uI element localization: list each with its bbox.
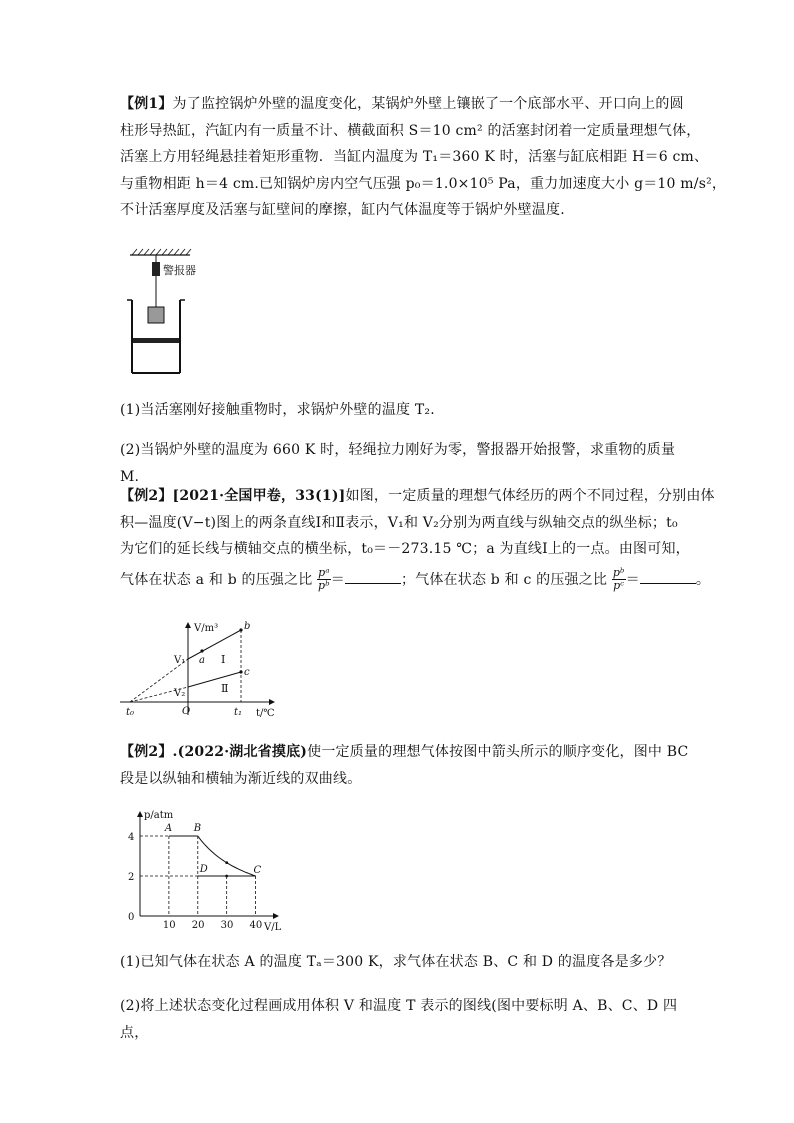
point-a-label: A <box>164 823 173 834</box>
example2a-line-1: 如图，一定质量的理想气体经历的两个不同过程，分别由体 <box>345 488 715 504</box>
v-axis-label: V/L <box>264 922 282 933</box>
example2b-text <box>120 739 690 792</box>
example1-label: 【例1】 <box>120 96 173 112</box>
y-tick-label-0: 0 <box>128 912 135 923</box>
line2 <box>188 672 241 687</box>
example2a-source: [2021·全国甲卷，33(1)] <box>172 488 346 504</box>
example2a-line-4c: ；气体在状态 b 和 c 的压强之比 <box>400 571 608 588</box>
v2-label: V₂ <box>174 688 186 699</box>
t1-label: t₁ <box>234 707 243 718</box>
answer-blank-2[interactable] <box>640 571 696 584</box>
example2a-line-4d: ＝ <box>625 571 640 588</box>
bc-arrow <box>225 861 228 864</box>
point-c-marker <box>239 670 242 673</box>
ratio-a-b-den: pᵇ <box>318 579 330 592</box>
v1-label: V₁ <box>174 655 186 666</box>
x-tick-label-20: 20 <box>191 920 205 931</box>
ratio-a-b-num: pᵃ <box>318 566 330 579</box>
answer-blank-1[interactable] <box>345 571 401 584</box>
point-b-label: B <box>193 823 202 834</box>
point-b-label: b <box>244 621 251 632</box>
ratio-b-c-den: pᶜ <box>613 579 625 592</box>
example2b-line-2: 段是以纵轴和横轴为渐近线的双曲线。 <box>120 770 362 787</box>
example2a-line-4b: ＝ <box>330 571 345 588</box>
example1-line-3: 活塞上方用轻绳悬挂着矩形重物．当缸内温度为 T₁＝360 K 时，活塞与缸底相距 H＝6 cm、 <box>120 149 709 165</box>
y-tick-label-4: 4 <box>128 832 135 843</box>
example2b-q2: (2)将上述状态变化过程画成用体积 V 和温度 T 表示的图线(图中要标明 A、B、C、D 四点， <box>120 998 678 1041</box>
example1-q2: (2)当锅炉外壁的温度为 660 K 时，轻绳拉力刚好为零，警报器开始报警，求重物的质量 M. <box>120 442 676 485</box>
example2b-label: 【例2】. <box>120 744 178 760</box>
example2b-q1: (1)已知气体在状态 A 的温度 Tₐ＝300 K，求气体在状态 B、C 和 D 的温度各是多少？ <box>120 954 672 970</box>
x-tick-label-10: 10 <box>162 920 176 931</box>
example2a-text <box>120 483 715 593</box>
line2-label: Ⅱ <box>221 682 229 695</box>
example1-text <box>120 91 727 224</box>
t0-label: t₀ <box>126 707 135 718</box>
point-c-label: c <box>244 667 250 678</box>
x-tick-label-30: 30 <box>220 920 234 931</box>
example1-line-2: 柱形导热缸，汽缸内有一质量不计、横截面积 S＝10 cm² 的活塞封闭着一定质量理想气体， <box>120 122 701 139</box>
point-c-label: C <box>253 865 262 876</box>
v-axis-label: V/m³ <box>194 623 219 634</box>
example1-line-5: 不计活塞厚度及活塞与缸壁间的摩擦，缸内气体温度等于锅炉外壁温度. <box>120 202 565 218</box>
pv-chart <box>116 806 286 936</box>
example1-line-1: 为了监控锅炉外壁的温度变化，某锅炉外壁上镶嵌了一个底部水平、开口向上的圆 <box>172 96 684 112</box>
alarm-label: 警报器 <box>163 264 196 277</box>
cylinder-figure <box>118 245 228 380</box>
piston <box>133 338 179 343</box>
example2b-source: (2022·湖北省摸底) <box>177 744 308 760</box>
cd-arrow <box>225 875 228 878</box>
t-axis-label: t/℃ <box>256 708 275 719</box>
example2a-line-4e: 。 <box>695 571 711 588</box>
line1 <box>188 630 241 659</box>
ratio-b-c <box>612 567 626 592</box>
example1-q1: (1)当活塞刚好接触重物时，求锅炉外壁的温度 T₂. <box>120 402 435 418</box>
p-axis-label: p/atm <box>144 810 174 821</box>
example1-line-4: 与重物相距 h＝4 cm.已知锅炉房内空气压强 p₀＝1.0×10⁵ Pa，重力加速度大小 g＝10 m/s²， <box>120 175 727 192</box>
example2a-line-4a: 气体在状态 a 和 b 的压强之比 <box>120 571 313 588</box>
point-a-marker <box>200 649 203 652</box>
ratio-b-c-num: pᵇ <box>612 566 625 579</box>
point-b-marker <box>239 628 242 631</box>
example2a-line-3: 为它们的延长线与横轴交点的横坐标，t₀＝－273.15 ℃；a 为直线Ⅰ上的一点。由图可知， <box>120 541 690 557</box>
ratio-a-b <box>317 567 331 592</box>
line1-label: Ⅰ <box>221 653 226 666</box>
weight-block <box>148 307 164 323</box>
point-a-label: a <box>199 655 205 666</box>
point-d-label: D <box>199 864 208 875</box>
x-tick-label-40: 40 <box>249 920 263 931</box>
example2b-line-1: 使一定质量的理想气体按图中箭头所示的顺序变化，图中 BC <box>307 744 689 760</box>
example2a-label: 【例2】 <box>120 488 173 504</box>
vt-chart <box>116 617 286 722</box>
origin-label: O <box>182 706 191 717</box>
example2a-line-2: 积—温度(V−t)图上的两条直线Ⅰ和Ⅱ表示，V₁和 V₂分别为两直线与纵轴交点的纵坐标；t₀ <box>120 514 678 531</box>
y-tick-label-2: 2 <box>128 872 135 883</box>
